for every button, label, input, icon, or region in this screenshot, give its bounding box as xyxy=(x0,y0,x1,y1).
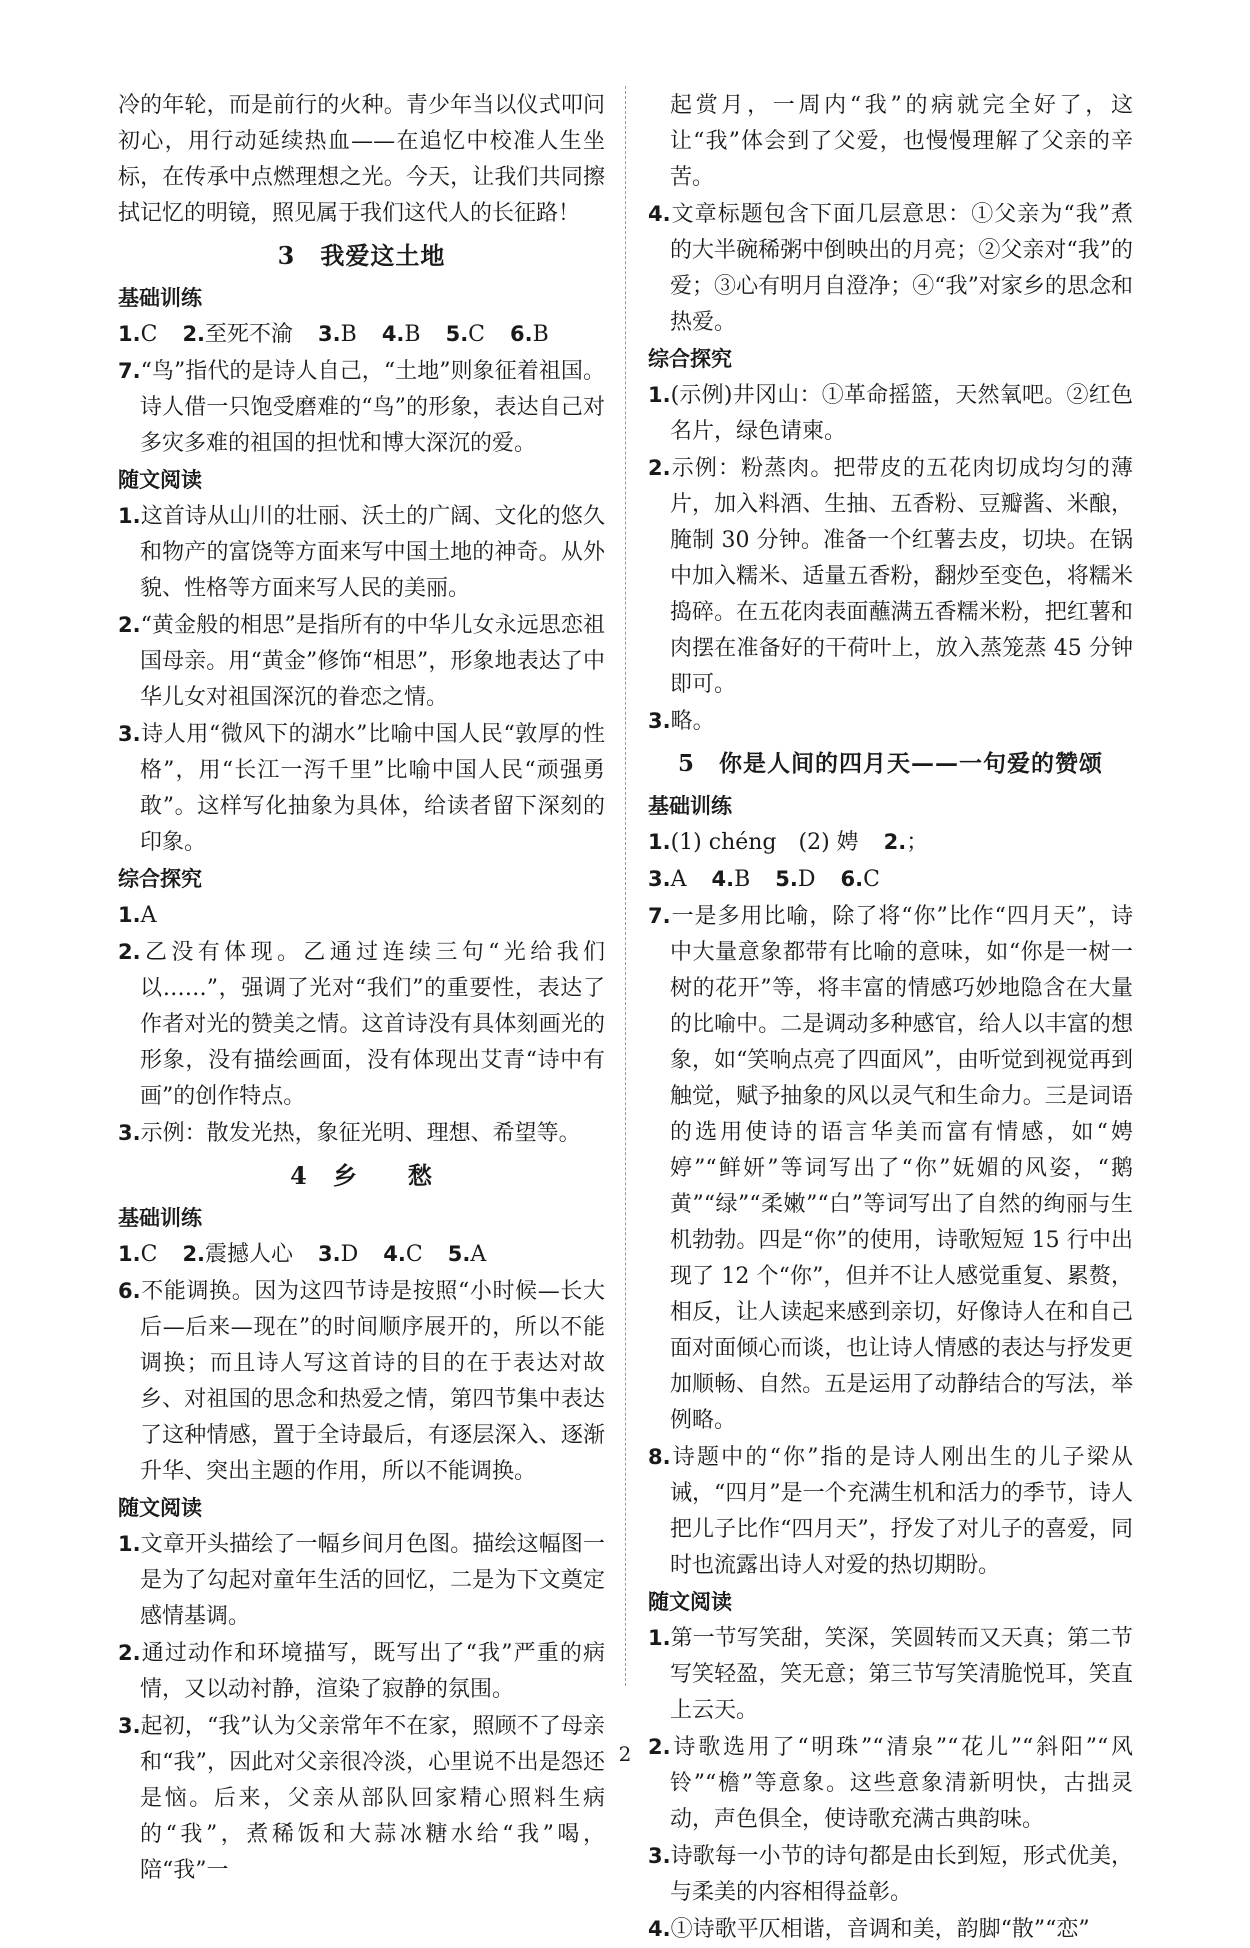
answer-item: 2.示例：粉蒸肉。把带皮的五花肉切成均匀的薄片，加入料酒、生抽、五香粉、豆瓣酱、米酿，腌制 30 分钟。准备一个红薯去皮，切块。在锅中加入糯米、适量五香粉，翻炒至变色，将糯米捣碎。在五花肉表面蘸满五香糯米粉，把红薯和肉摆在准备好的干荷叶上，放入蒸笼蒸 45 分钟即可。 xyxy=(648,456,1133,697)
answer-item: 8.诗题中的“你”指的是诗人刚出生的儿子梁从诫，“四月”是一个充满生机和活力的季节，诗人把儿子比作“四月天”，抒发了对儿子的喜爱，同时也流露出诗人对爱的热切期盼。 xyxy=(648,1445,1133,1578)
left-column xyxy=(118,88,605,1889)
answer-item: 1.第一节写笑甜，笑深，笑圆转而又天真；第二节写笑轻盈，笑无意；第三节写笑清脆悦耳，笑直上云天。 xyxy=(648,1626,1133,1723)
answer-item: 3.略。 xyxy=(648,709,715,734)
answer-item: 1.A xyxy=(118,903,157,928)
answer-item: 7.“鸟”指代的是诗人自己，“土地”则象征着祖国。诗人借一只饱受磨难的“鸟”的形象，表达自己对多灾多难的祖国的担忧和博大深沉的爱。 xyxy=(118,359,605,456)
answer-item: 3.起初，“我”认为父亲常年不在家，照顾不了母亲和“我”，因此对父亲很冷淡，心里说不出是怨还是恼。后来，父亲从部队回家精心照料生病的“我”，煮稀饭和大蒜冰糖水给“我”喝，陪“我”一 xyxy=(118,1714,605,1883)
section-title-5: 5 你是人间的四月天——一句爱的赞颂 xyxy=(677,750,1103,777)
basic-answers-3: 1.C 2.至死不渝 3.B 4.B 5.C 6.B xyxy=(118,322,549,347)
answer-item: 1.(示例)井冈山：①革命摇篮，天然氧吧。②红色名片，绿色请柬。 xyxy=(648,383,1133,444)
page-number: 2 xyxy=(618,1742,632,1766)
heading-basic-training: 基础训练 xyxy=(118,1206,202,1230)
answer-item: 4.文章标题包含下面几层意思：①父亲为“我”煮的大半碗稀粥中倒映出的月亮；②父亲对“我”的爱；③心有明月自澄净；④“我”对家乡的思念和热爱。 xyxy=(648,202,1133,335)
heading-basic-training: 基础训练 xyxy=(648,794,732,818)
basic-answers-5-line1: 1.(1) chéng (2) 娉 2.； xyxy=(648,830,929,855)
basic-answers-4: 1.C 2.震撼人心 3.D 4.C 5.A xyxy=(118,1242,487,1267)
continued-paragraph: 起赏月，一周内“我”的病就完全好了，这让“我”体会到了父爱，也慢慢理解了父亲的辛苦。 xyxy=(670,93,1133,190)
answer-item: 2.乙没有体现。乙通过连续三句“光给我们以……”，强调了光对“我们”的重要性，表达了作者对光的赞美之情。这首诗没有具体刻画光的形象，没有描绘画面，没有体现出艾青“诗中有画”的创作特点。 xyxy=(118,940,605,1109)
answer-item: 4.①诗歌平仄相谐，音调和美，韵脚“散”“恋” xyxy=(648,1917,1090,1942)
answer-item: 3.示例：散发光热，象征光明、理想、希望等。 xyxy=(118,1121,581,1146)
column-divider xyxy=(625,86,626,1686)
heading-explore: 综合探究 xyxy=(648,347,732,371)
answer-item: 7.一是多用比喻，除了将“你”比作“四月天”，诗中大量意象都带有比喻的意味，如“你是一树一树的花开”等，将丰富的情感巧妙地隐含在大量的比喻中。二是调动多种感官，给人以丰富的想象，如“笑响点亮了四面风”，由听觉到视觉再到触觉，赋予抽象的风以灵气和生命力。三是词语的选用使诗的语言华美而富有情感，如“娉婷”“鲜妍”等词写出了“你”妩媚的风姿，“鹅黄”“绿”“柔嫩”“白”等词写出了自然的绚丽与生机勃勃。四是“你”的使用，诗歌短短 15 行中出现了 12 个“你”，但并不让人感觉重复、累赘，相反，让人读起来感到亲切，好像诗人在和自己面对面倾心而谈，也让诗人情感的表达与抒发更加顺畅、自然。五是运用了动静结合的写法，举例略。 xyxy=(648,904,1133,1433)
right-column xyxy=(648,88,1133,1948)
answer-item: 1.文章开头描绘了一幅乡间月色图。描绘这幅图一是为了勾起对童年生活的回忆，二是为下文奠定感情基调。 xyxy=(118,1532,605,1629)
answer-item: 2.诗歌选用了“明珠”“清泉”“花儿”“斜阳”“风铃”“檐”等意象。这些意象清新明快，古拙灵动，声色俱全，使诗歌充满古典韵味。 xyxy=(648,1735,1133,1832)
section-title-4: 4 乡 愁 xyxy=(290,1161,433,1190)
section-title-3: 3 我爱这土地 xyxy=(277,241,446,270)
heading-reading: 随文阅读 xyxy=(118,1496,202,1520)
answer-item: 2.通过动作和环境描写，既写出了“我”严重的病情，又以动衬静，渲染了寂静的氛围。 xyxy=(118,1641,605,1702)
heading-explore: 综合探究 xyxy=(118,867,202,891)
intro-paragraph: 冷的年轮，而是前行的火种。青少年当以仪式叩问初心，用行动延续热血——在追忆中校准人生坐标，在传承中点燃理想之光。今天，让我们共同擦拭记忆的明镜，照见属于我们这代人的长征路！ xyxy=(118,93,605,226)
answer-item: 3.诗人用“微风下的湖水”比喻中国人民“敦厚的性格”，用“长江一泻千里”比喻中国人民“顽强勇敢”。这样写化抽象为具体，给读者留下深刻的印象。 xyxy=(118,722,605,855)
heading-reading: 随文阅读 xyxy=(118,468,202,492)
answer-item: 6.不能调换。因为这四节诗是按照“小时候—长大后—后来—现在”的时间顺序展开的，所以不能调换；而且诗人写这首诗的目的在于表达对故乡、对祖国的思念和热爱之情，第四节集中表达了这种情感，置于全诗最后，有逐层深入、逐渐升华、突出主题的作用，所以不能调换。 xyxy=(118,1279,605,1484)
heading-reading: 随文阅读 xyxy=(648,1590,732,1614)
answer-item: 1.这首诗从山川的壮丽、沃土的广阔、文化的悠久和物产的富饶等方面来写中国土地的神奇。从外貌、性格等方面来写人民的美丽。 xyxy=(118,504,605,601)
answer-item: 2.“黄金般的相思”是指所有的中华儿女永远思恋祖国母亲。用“黄金”修饰“相思”，形象地表达了中华儿女对祖国深沉的眷恋之情。 xyxy=(118,613,605,710)
basic-answers-5-line2: 3.A 4.B 5.D 6.C xyxy=(648,867,880,892)
heading-basic-training: 基础训练 xyxy=(118,286,202,310)
answer-item: 3.诗歌每一小节的诗句都是由长到短，形式优美，与柔美的内容相得益彰。 xyxy=(648,1844,1133,1905)
